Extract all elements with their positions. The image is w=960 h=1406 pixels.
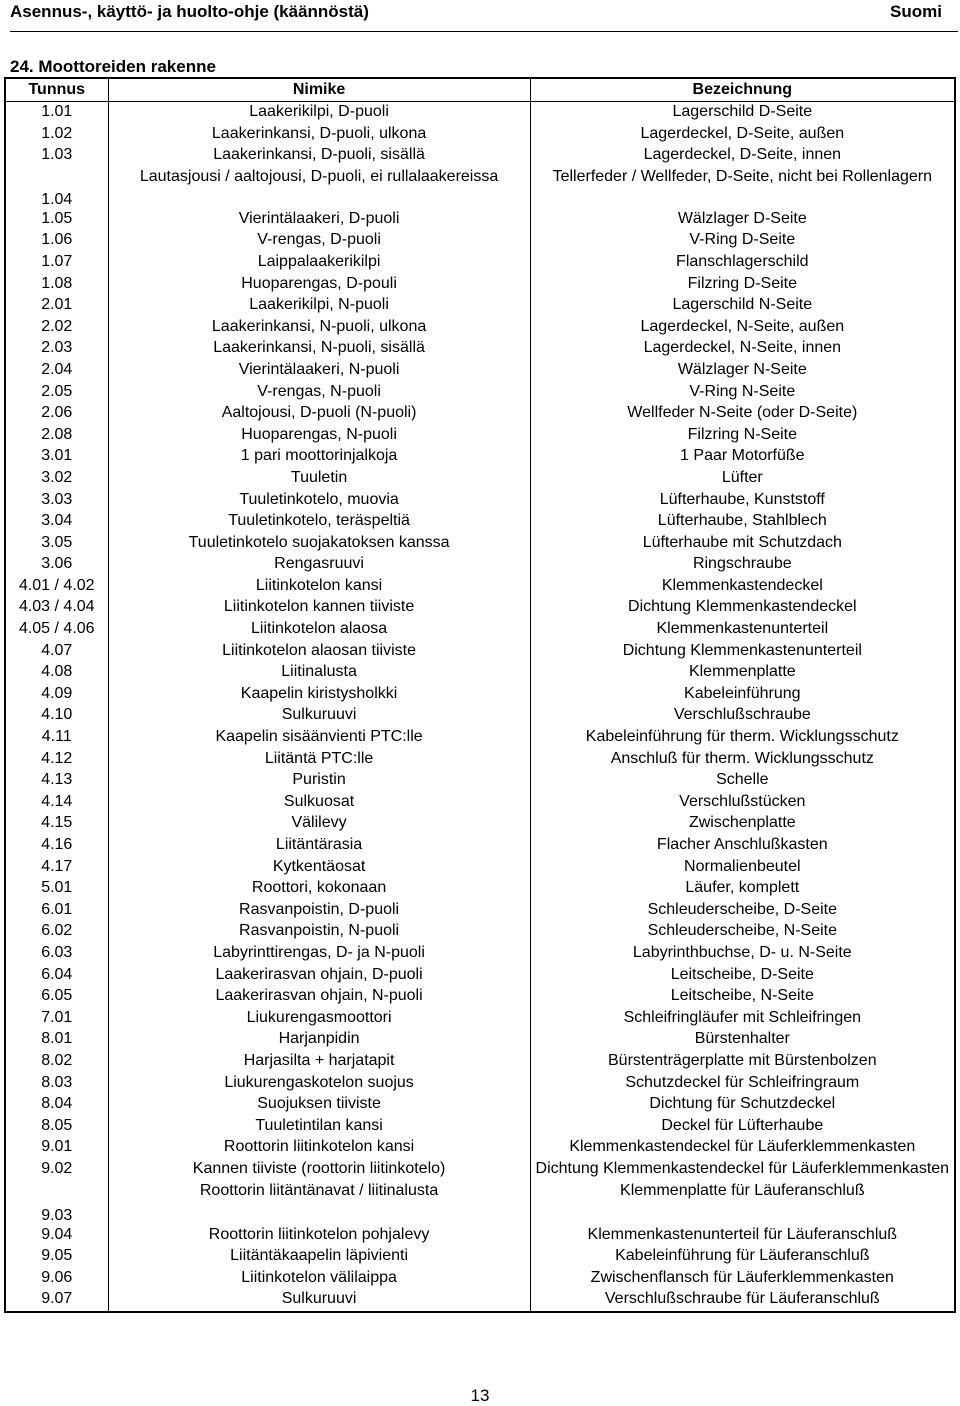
row-name-de: Klemmenkastenunterteil für Läuferanschluß xyxy=(587,1225,898,1243)
row-code: 4.12 xyxy=(5,749,108,771)
row-code: 3.04 xyxy=(5,511,108,533)
row-name-de: Ringschraube xyxy=(692,555,792,573)
table-row xyxy=(5,965,955,987)
row-name-de: Deckel für Lüfterhaube xyxy=(661,1116,824,1134)
table-row xyxy=(5,274,955,296)
row-name-fi: Puristin xyxy=(108,770,530,792)
row-code: 8.04 xyxy=(5,1094,108,1116)
table-row xyxy=(5,1116,955,1138)
table-row xyxy=(5,252,955,274)
row-name-fi: Liitäntärasia xyxy=(108,835,530,857)
table-row xyxy=(5,1008,955,1030)
row-code: 2.02 xyxy=(5,317,108,339)
row-name-fi: Roottorin liitinkotelon pohjalevy xyxy=(108,1225,530,1247)
row-name-de: Labyrinthbuchse, D- u. N-Seite xyxy=(632,943,852,961)
table-row xyxy=(5,360,955,382)
table-row xyxy=(5,727,955,749)
table-row xyxy=(5,1268,955,1290)
row-code: 4.09 xyxy=(5,684,108,706)
row-name-fi: Vierintälaakeri, D-puoli xyxy=(108,209,530,231)
row-code: 1.01 xyxy=(5,102,108,124)
table-row xyxy=(5,662,955,684)
table-row xyxy=(5,1094,955,1116)
row-code: 3.05 xyxy=(5,533,108,555)
row-name-de: Leitscheibe, D-Seite xyxy=(670,965,814,983)
row-code: 3.06 xyxy=(5,554,108,576)
row-code: 1.07 xyxy=(5,252,108,274)
row-name-fi: Liukurengasmoottori xyxy=(108,1008,530,1030)
row-name-de: Schelle xyxy=(716,771,769,789)
row-code: 2.08 xyxy=(5,425,108,447)
row-code: 2.04 xyxy=(5,360,108,382)
table-row xyxy=(5,230,955,252)
row-name-de: Leitscheibe, N-Seite xyxy=(670,987,814,1005)
column-header-code: Tunnus xyxy=(5,78,108,102)
page-number: 13 xyxy=(470,1386,490,1405)
table-row xyxy=(5,1181,955,1225)
table-row xyxy=(5,857,955,879)
row-name-fi: Tuuletinkotelo suojakatoksen kanssa xyxy=(108,533,530,555)
row-name-de: Filzring D-Seite xyxy=(687,274,797,292)
row-name-fi: Roottorin liitäntänavat / liitinalusta xyxy=(108,1181,530,1225)
row-name-de: Wälzlager N-Seite xyxy=(677,360,807,378)
row-name-fi: Sulkuosat xyxy=(108,792,530,814)
table-row xyxy=(5,1073,955,1095)
row-name-de: Flanschlagerschild xyxy=(676,252,809,270)
row-name-fi: Liitinkotelon alaosa xyxy=(108,619,530,641)
header-divider xyxy=(10,31,958,32)
row-name-de: Klemmenkastenunterteil xyxy=(656,620,829,638)
table-row xyxy=(5,102,955,124)
table-row xyxy=(5,792,955,814)
row-name-de: Klemmenkastendeckel xyxy=(661,576,823,594)
table-row xyxy=(5,382,955,404)
table-row xyxy=(5,597,955,619)
row-name-fi: Liitäntäkaapelin läpivienti xyxy=(108,1246,530,1268)
row-code: 4.07 xyxy=(5,641,108,663)
row-code: 4.03 / 4.04 xyxy=(5,597,108,619)
row-name-fi: Laakerikilpi, D-puoli xyxy=(108,102,530,124)
row-code: 6.03 xyxy=(5,943,108,965)
row-name-de: Klemmenplatte xyxy=(688,663,796,681)
row-name-fi: Vierintälaakeri, N-puoli xyxy=(108,360,530,382)
row-code: 6.01 xyxy=(5,900,108,922)
row-code: 8.03 xyxy=(5,1073,108,1095)
row-name-fi: Huoparengas, N-puoli xyxy=(108,425,530,447)
row-name-fi: Laakerinkansi, N-puoli, ulkona xyxy=(108,317,530,339)
row-name-de: Wellfeder N-Seite (oder D-Seite) xyxy=(627,404,858,422)
row-name-fi: Välilevy xyxy=(108,813,530,835)
row-name-fi: Tuuletinkotelo, teräspeltiä xyxy=(108,511,530,533)
row-name-fi: Liitinkotelon kannen tiiviste xyxy=(108,597,530,619)
row-name-fi: Laakerinkansi, D-puoli, ulkona xyxy=(108,124,530,146)
row-name-de: Kabeleinführung für Läuferanschluß xyxy=(615,1247,870,1265)
row-name-fi: Tuuletintilan kansi xyxy=(108,1116,530,1138)
table-row xyxy=(5,921,955,943)
row-code: 1.04 xyxy=(5,167,108,209)
row-name-de: Lüfterhaube, Stahlblech xyxy=(657,512,827,530)
table-row xyxy=(5,167,955,209)
table-row xyxy=(5,124,955,146)
row-name-fi: Suojuksen tiiviste xyxy=(108,1094,530,1116)
row-name-de: Läufer, komplett xyxy=(685,879,800,897)
row-code: 3.03 xyxy=(5,490,108,512)
row-code: 2.03 xyxy=(5,338,108,360)
column-header-name-fi: Nimike xyxy=(108,78,530,102)
row-name-de: Bürstenhalter xyxy=(694,1030,790,1048)
row-name-fi: Liukurengaskotelon suojus xyxy=(108,1073,530,1095)
row-name-fi: Liitinkotelon välilaippa xyxy=(108,1268,530,1290)
row-code: 8.02 xyxy=(5,1051,108,1073)
row-name-fi: Rasvanpoistin, D-puoli xyxy=(108,900,530,922)
table-row xyxy=(5,749,955,771)
row-name-de: Zwischenplatte xyxy=(688,814,796,832)
table-row xyxy=(5,145,955,167)
row-code: 9.07 xyxy=(5,1289,108,1312)
table-row xyxy=(5,295,955,317)
row-code: 9.06 xyxy=(5,1268,108,1290)
row-code: 1.02 xyxy=(5,124,108,146)
row-name-fi: 1 pari moottorinjalkoja xyxy=(108,446,530,468)
row-code: 1.05 xyxy=(5,209,108,231)
row-name-fi: Tuuletin xyxy=(108,468,530,490)
table-row xyxy=(5,684,955,706)
row-code: 4.17 xyxy=(5,857,108,879)
table-row xyxy=(5,446,955,468)
table-row xyxy=(5,468,955,490)
row-code: 4.16 xyxy=(5,835,108,857)
row-name-de: Lagerschild D-Seite xyxy=(672,103,813,120)
row-name-fi: Liitäntä PTC:lle xyxy=(108,749,530,771)
column-header-name-de: Bezeichnung xyxy=(530,78,955,102)
row-name-de: Schutzdeckel für Schleifringraum xyxy=(625,1073,860,1091)
row-code: 1.03 xyxy=(5,145,108,167)
row-name-de: Lüfter xyxy=(721,468,763,486)
row-code: 9.03 xyxy=(5,1181,108,1225)
row-name-de: V-Ring N-Seite xyxy=(689,382,796,400)
table-row xyxy=(5,986,955,1008)
row-name-de: Schleuderscheibe, D-Seite xyxy=(647,900,838,918)
language-label: Suomi xyxy=(890,2,942,21)
table-row xyxy=(5,878,955,900)
row-code: 4.14 xyxy=(5,792,108,814)
row-name-de: Normalienbeutel xyxy=(684,857,801,875)
row-name-fi: Sulkuruuvi xyxy=(108,705,530,727)
row-name-fi: Sulkuruuvi xyxy=(108,1289,530,1312)
row-code: 6.04 xyxy=(5,965,108,987)
row-code: 3.02 xyxy=(5,468,108,490)
row-code: 6.05 xyxy=(5,986,108,1008)
table-row xyxy=(5,576,955,598)
parts-table xyxy=(4,77,956,1313)
table-row xyxy=(5,835,955,857)
table-row xyxy=(5,900,955,922)
table-row xyxy=(5,1137,955,1159)
row-name-fi: Liitinalusta xyxy=(108,662,530,684)
row-code: 4.15 xyxy=(5,813,108,835)
table-row xyxy=(5,317,955,339)
row-name-fi: Laakerikilpi, N-puoli xyxy=(108,295,530,317)
table-row xyxy=(5,813,955,835)
row-code: 2.06 xyxy=(5,403,108,425)
row-name-fi: Rengasruuvi xyxy=(108,554,530,576)
row-code: 4.08 xyxy=(5,662,108,684)
row-code: 3.01 xyxy=(5,446,108,468)
row-name-de: Schleuderscheibe, N-Seite xyxy=(647,922,838,940)
row-name-fi: Huoparengas, D-pouli xyxy=(108,274,530,296)
table-row xyxy=(5,705,955,727)
row-name-de: Dichtung für Schutzdeckel xyxy=(649,1095,836,1113)
table-row xyxy=(5,619,955,641)
table-row xyxy=(5,1051,955,1073)
row-name-fi: Harjasilta + harjatapit xyxy=(108,1051,530,1073)
table-row xyxy=(5,943,955,965)
row-name-de: Lüfterhaube mit Schutzdach xyxy=(642,533,842,551)
table-row xyxy=(5,1289,955,1312)
table-row xyxy=(5,1159,955,1181)
row-name-de: Lagerdeckel, D-Seite, außen xyxy=(640,124,845,142)
table-row xyxy=(5,554,955,576)
row-name-de: Lüfterhaube, Kunststoff xyxy=(659,490,825,508)
row-code: 2.05 xyxy=(5,382,108,404)
row-name-de: 1 Paar Motorfüße xyxy=(680,447,805,465)
table-row xyxy=(5,1246,955,1268)
row-code: 9.01 xyxy=(5,1137,108,1159)
row-name-de: V-Ring D-Seite xyxy=(689,231,796,249)
row-name-de: Bürstenträgerplatte mit Bürstenbolzen xyxy=(608,1051,877,1069)
row-code: 9.02 xyxy=(5,1159,108,1181)
row-code: 9.05 xyxy=(5,1246,108,1268)
row-name-de: Dichtung Klemmenkastendeckel für Läuferklemmenkasten xyxy=(535,1159,950,1177)
row-name-de: Lagerdeckel, N-Seite, innen xyxy=(643,339,842,357)
row-name-fi: Rasvanpoistin, N-puoli xyxy=(108,921,530,943)
row-name-fi: Laakerirasvan ohjain, D-puoli xyxy=(108,965,530,987)
row-code: 4.05 / 4.06 xyxy=(5,619,108,641)
row-name-fi: Laakerinkansi, D-puoli, sisällä xyxy=(108,145,530,167)
row-name-de: Kabeleinführung xyxy=(684,684,801,702)
row-name-de: Lagerdeckel, N-Seite, außen xyxy=(640,317,845,335)
row-code: 4.01 / 4.02 xyxy=(5,576,108,598)
table-row xyxy=(5,403,955,425)
row-name-fi: V-rengas, N-puoli xyxy=(108,382,530,404)
row-name-de: Verschlußschraube xyxy=(673,706,811,724)
row-name-fi: Harjanpidin xyxy=(108,1029,530,1051)
table-row xyxy=(5,338,955,360)
section-title: 24. Moottoreiden rakenne xyxy=(10,57,216,76)
row-name-de: Klemmenplatte für Läuferanschluß xyxy=(620,1181,865,1199)
row-name-de: Filzring N-Seite xyxy=(687,425,797,443)
row-code: 8.05 xyxy=(5,1116,108,1138)
row-name-fi: Kaapelin kiristysholkki xyxy=(108,684,530,706)
row-code: 9.04 xyxy=(5,1225,108,1247)
table-row xyxy=(5,425,955,447)
row-name-fi: Aaltojousi, D-puoli (N-puoli) xyxy=(108,403,530,425)
row-code: 4.11 xyxy=(5,727,108,749)
table-row xyxy=(5,511,955,533)
row-code: 4.10 xyxy=(5,705,108,727)
row-name-fi: Kannen tiiviste (roottorin liitinkotelo) xyxy=(108,1159,530,1181)
row-name-fi: Laakerinkansi, N-puoli, sisällä xyxy=(108,338,530,360)
row-code: 8.01 xyxy=(5,1029,108,1051)
table-row xyxy=(5,533,955,555)
row-code: 7.01 xyxy=(5,1008,108,1030)
table-row xyxy=(5,490,955,512)
page-header xyxy=(10,0,950,26)
row-name-fi: Liitinkotelon kansi xyxy=(108,576,530,598)
row-name-de: Kabeleinführung für therm. Wicklungsschutz xyxy=(585,728,899,746)
row-name-de: Tellerfeder / Wellfeder, D-Seite, nicht bei Rollenlagern xyxy=(552,167,933,185)
row-name-de: Flacher Anschlußkasten xyxy=(656,836,828,853)
row-name-fi: Liitinkotelon alaosan tiiviste xyxy=(108,641,530,663)
row-name-fi: Roottori, kokonaan xyxy=(108,878,530,900)
document-title: Asennus-, käyttö- ja huolto-ohje (käännöstä) xyxy=(10,2,369,21)
row-code: 1.06 xyxy=(5,230,108,252)
row-name-fi: Laakerirasvan ohjain, N-puoli xyxy=(108,986,530,1008)
row-name-fi: Kaapelin sisäänvienti PTC:lle xyxy=(108,727,530,749)
row-name-de: Verschlußschraube für Läuferanschluß xyxy=(604,1290,880,1308)
row-name-de: Klemmenkastendeckel für Läuferklemmenkasten xyxy=(569,1138,916,1156)
table-row xyxy=(5,641,955,663)
row-name-fi: Kytkentäosat xyxy=(108,857,530,879)
row-name-de: Dichtung Klemmenkastenunterteil xyxy=(622,641,862,659)
table-row xyxy=(5,209,955,231)
row-name-de: Wälzlager D-Seite xyxy=(677,209,807,227)
row-code: 5.01 xyxy=(5,878,108,900)
row-code: 2.01 xyxy=(5,295,108,317)
row-name-fi: Lautasjousi / aaltojousi, D-puoli, ei rullalaakereissa xyxy=(108,167,530,209)
table-row xyxy=(5,770,955,792)
row-name-de: Zwischenflansch für Läuferklemmenkasten xyxy=(590,1268,894,1286)
row-name-fi: V-rengas, D-puoli xyxy=(108,230,530,252)
row-name-de: Dichtung Klemmenkastendeckel xyxy=(628,598,857,616)
table-row xyxy=(5,1029,955,1051)
row-name-fi: Laippalaakerikilpi xyxy=(108,252,530,274)
row-name-de: Anschluß für therm. Wicklungsschutz xyxy=(610,749,874,767)
row-code: 6.02 xyxy=(5,921,108,943)
row-name-de: Lagerschild N-Seite xyxy=(672,296,813,314)
row-name-fi: Roottorin liitinkotelon kansi xyxy=(108,1137,530,1159)
row-name-fi: Tuuletinkotelo, muovia xyxy=(108,490,530,512)
row-code: 1.08 xyxy=(5,274,108,296)
table-row xyxy=(5,1225,955,1247)
row-name-fi: Labyrinttirengas, D- ja N-puoli xyxy=(108,943,530,965)
row-name-de: Verschlußstücken xyxy=(679,792,806,810)
row-code: 4.13 xyxy=(5,770,108,792)
table-header-row xyxy=(5,78,955,102)
row-name-de: Lagerdeckel, D-Seite, innen xyxy=(643,146,842,164)
row-name-de: Schleifringläufer mit Schleifringen xyxy=(623,1008,862,1026)
